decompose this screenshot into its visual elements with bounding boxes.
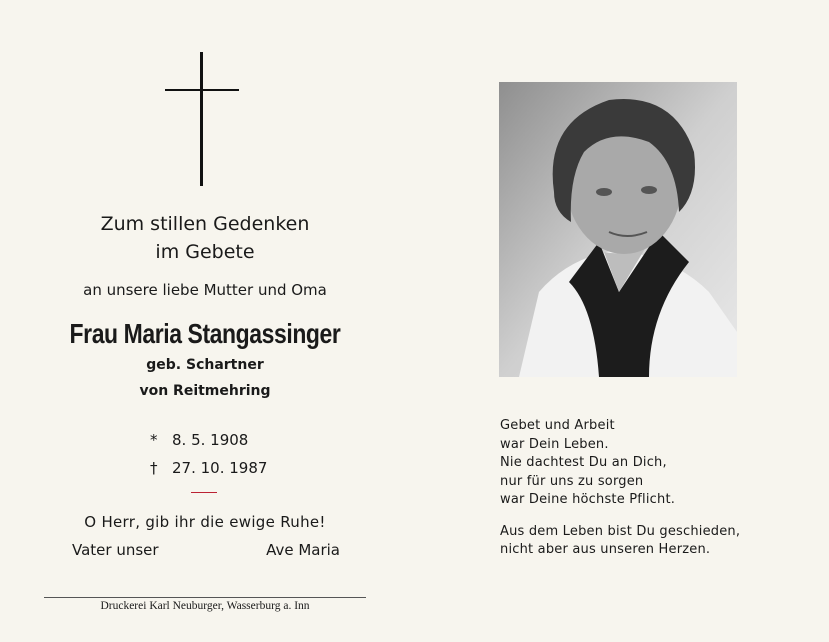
birth-symbol: * xyxy=(150,431,158,449)
deceased-name: Frau Maria Stangassinger xyxy=(69,318,341,349)
death-row xyxy=(150,454,267,482)
birth-date: 8. 5. 1908 xyxy=(172,431,249,449)
prayer-left: Vater unser xyxy=(72,541,159,559)
heading-line-2: im Gebete xyxy=(155,241,255,263)
birth-name: geb. Schartner xyxy=(146,357,264,373)
prayer-right: Ave Maria xyxy=(266,541,340,559)
poem-line: nur für uns zu sorgen xyxy=(500,473,644,489)
intro-text: an unsere liebe Mutter und Oma xyxy=(83,281,327,299)
place-of-origin: von Reitmehring xyxy=(139,383,271,399)
death-date: 27. 10. 1987 xyxy=(172,459,268,477)
death-symbol: † xyxy=(150,459,158,477)
poem-line: Nie dachtest Du an Dich, xyxy=(500,455,667,470)
prayer-line: O Herr, gib ihr die ewige Ruhe! xyxy=(84,513,326,531)
poem-line: nicht aber aus unseren Herzen. xyxy=(500,542,711,557)
divider-dash xyxy=(191,492,217,493)
footer-rule xyxy=(44,597,366,598)
cross-icon xyxy=(165,52,239,186)
memorial-poem xyxy=(500,417,740,560)
poem-line: war Dein Leben. xyxy=(500,436,609,452)
poem-line: war Deine höchste Pflicht. xyxy=(500,492,676,507)
life-dates xyxy=(150,426,267,482)
portrait-photo xyxy=(499,82,737,377)
heading-line-1: Zum stillen Gedenken xyxy=(100,213,310,235)
birth-row xyxy=(150,426,267,454)
printer-credit: Druckerei Karl Neuburger, Wasserburg a. Inn xyxy=(100,600,310,612)
poem-line: Gebet und Arbeit xyxy=(500,418,615,433)
prayer-names xyxy=(72,541,340,559)
poem-line: Aus dem Leben bist Du geschieden, xyxy=(500,523,741,539)
memorial-heading xyxy=(40,210,370,266)
